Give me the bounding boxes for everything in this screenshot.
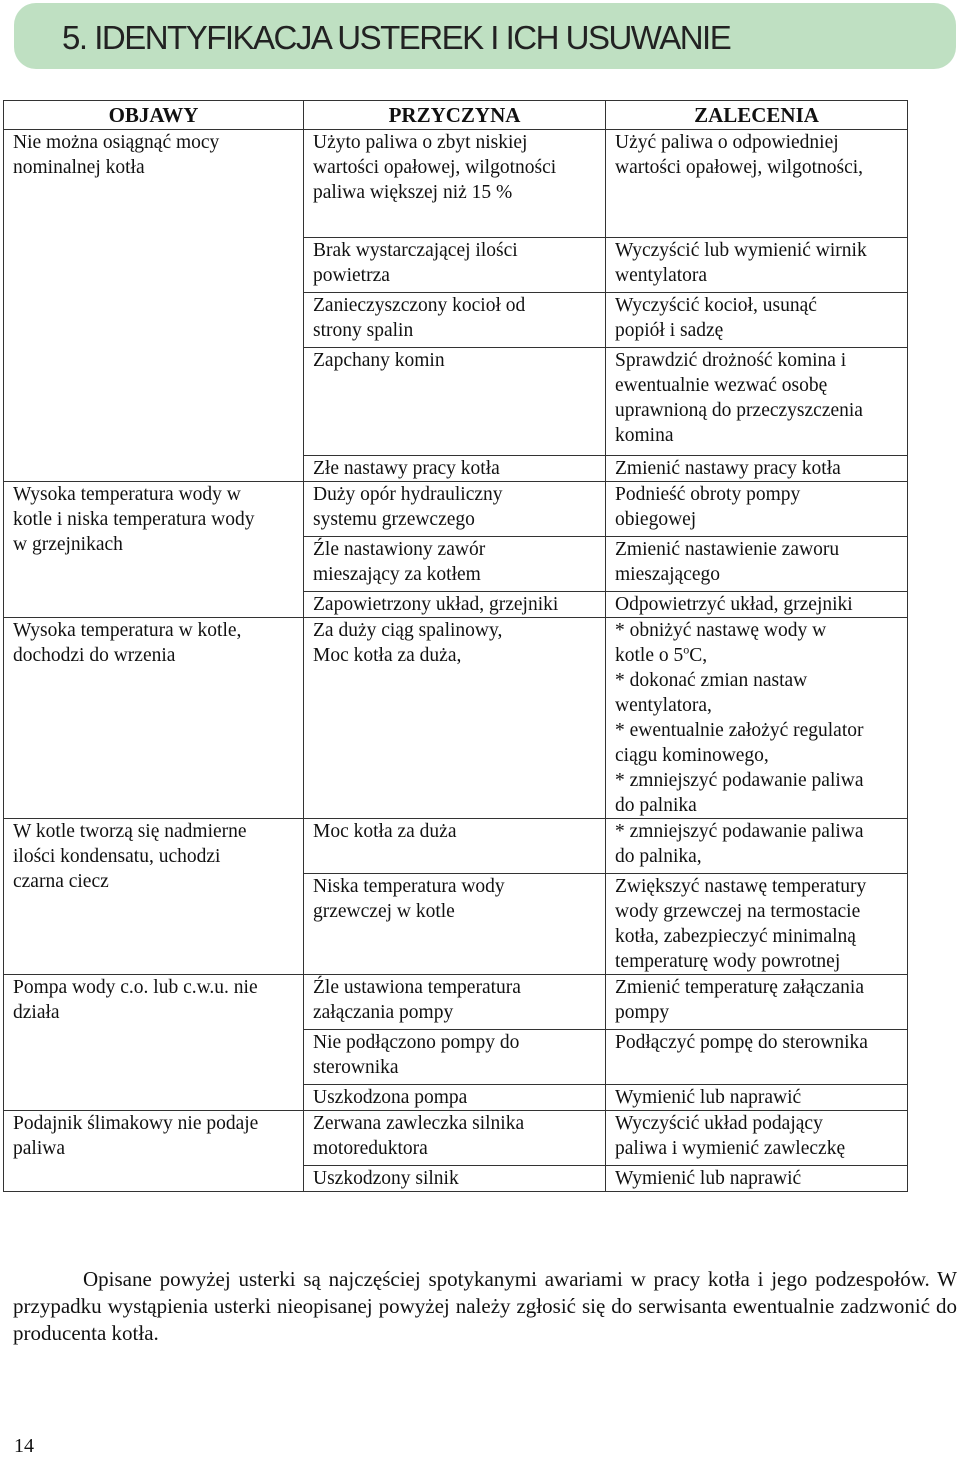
symptom-cell: Podajnik ślimakowy nie podaje paliwa xyxy=(4,1111,304,1192)
symptom-cell: Pompa wody c.o. lub c.w.u. nie działa xyxy=(4,975,304,1111)
closing-paragraph: Opisane powyżej usterki są najczęściej spotykanymi awariami w pracy kotła i jego podzespołów. W przypadku wystąpienia usterki nieopisanej powyżej należy zgłosić się do serwisanta ewentualnie zadzwonić do producenta kotła. xyxy=(13,1267,957,1345)
cause-cell: Nie podłączono pompy do sterownika xyxy=(304,1030,606,1085)
table-row xyxy=(4,1111,908,1166)
table-header-row xyxy=(4,101,908,130)
remedy-cell: * zmniejszyć podawanie paliwa do palnika, xyxy=(606,819,908,874)
table-row xyxy=(4,482,908,537)
table-row xyxy=(4,130,908,238)
remedy-text: C, * dokonać zmian nastaw wentylatora, * ewentualnie założyć regulator ciągu kominowego, * zmniejszyć podawanie paliwa do palnika xyxy=(615,645,864,816)
remedy-cell: Wyczyścić układ podający paliwa i wymienić zawleczkę xyxy=(606,1111,908,1166)
cause-cell: Zerwana zawleczka silnika motoreduktora xyxy=(304,1111,606,1166)
cause-cell: Źle ustawiona temperatura załączania pompy xyxy=(304,975,606,1030)
cause-cell: Duży opór hydrauliczny systemu grzewczego xyxy=(304,482,606,537)
table-row xyxy=(4,975,908,1030)
remedy-cell: Zmienić temperaturę załączania pompy xyxy=(606,975,908,1030)
header-remedy: ZALECENIA xyxy=(606,101,908,130)
remedy-cell: Zmienić nastawienie zaworu mieszającego xyxy=(606,537,908,592)
remedy-cell: Podłączyć pompę do sterownika xyxy=(606,1030,908,1085)
cause-cell: Uszkodzony silnik xyxy=(304,1166,606,1192)
symptom-cell: Wysoka temperatura w kotle, dochodzi do wrzenia xyxy=(4,618,304,819)
header-symptoms: OBJAWY xyxy=(4,101,304,130)
cause-cell: Źle nastawiony zawór mieszający za kotłem xyxy=(304,537,606,592)
remedy-cell: Sprawdzić drożność komina i ewentualnie wezwać osobę uprawnioną do przeczyszczenia komina xyxy=(606,348,908,456)
remedy-cell: Wyczyścić lub wymienić wirnik wentylatora xyxy=(606,238,908,293)
symptom-cell: Wysoka temperatura wody w kotle i niska temperatura wody w grzejnikach xyxy=(4,482,304,618)
remedy-cell: Wymienić lub naprawić xyxy=(606,1166,908,1192)
cause-cell: Za duży ciąg spalinowy, Moc kotła za duża, xyxy=(304,618,606,819)
symptom-cell: Nie można osiągnąć mocy nominalnej kotła xyxy=(4,130,304,482)
degree-superscript: o xyxy=(683,642,690,657)
cause-cell: Niska temperatura wody grzewczej w kotle xyxy=(304,874,606,975)
remedy-cell: Odpowietrzyć układ, grzejniki xyxy=(606,592,908,618)
troubleshooting-table xyxy=(3,100,908,1192)
section-header-banner xyxy=(14,3,956,69)
symptom-cell: W kotle tworzą się nadmierne ilości kondensatu, uchodzi czarna ciecz xyxy=(4,819,304,975)
section-title: 5. IDENTYFIKACJA USTEREK I ICH USUWANIE xyxy=(62,19,731,56)
remedy-cell: Wyczyścić kocioł, usunąć popiół i sadzę xyxy=(606,293,908,348)
cause-cell: Zapowietrzony układ, grzejniki xyxy=(304,592,606,618)
cause-cell: Zapchany komin xyxy=(304,348,606,456)
cause-cell: Zanieczyszczony kocioł od strony spalin xyxy=(304,293,606,348)
cause-cell: Brak wystarczającej ilości powietrza xyxy=(304,238,606,293)
cause-cell: Użyto paliwa o zbyt niskiej wartości opałowej, wilgotności paliwa większej niż 15 % xyxy=(304,130,606,238)
remedy-cell: Użyć paliwa o odpowiedniej wartości opałowej, wilgotności, xyxy=(606,130,908,238)
remedy-cell: Zmienić nastawy pracy kotła xyxy=(606,456,908,482)
table-row xyxy=(4,618,908,819)
cause-cell: Moc kotła za duża xyxy=(304,819,606,874)
page-number: 14 xyxy=(14,1435,34,1457)
remedy-text: * obniżyć nastawę wody w kotle o 5 xyxy=(615,620,827,666)
cause-cell: Złe nastawy pracy kotła xyxy=(304,456,606,482)
remedy-cell xyxy=(606,618,908,819)
remedy-cell: Podnieść obroty pompy obiegowej xyxy=(606,482,908,537)
table-row xyxy=(4,819,908,874)
cause-cell: Uszkodzona pompa xyxy=(304,1085,606,1111)
header-cause: PRZYCZYNA xyxy=(304,101,606,130)
remedy-cell: Zwiększyć nastawę temperatury wody grzewczej na termostacie kotła, zabezpieczyć minimalną temperaturę wody powrotnej xyxy=(606,874,908,975)
remedy-cell: Wymienić lub naprawić xyxy=(606,1085,908,1111)
